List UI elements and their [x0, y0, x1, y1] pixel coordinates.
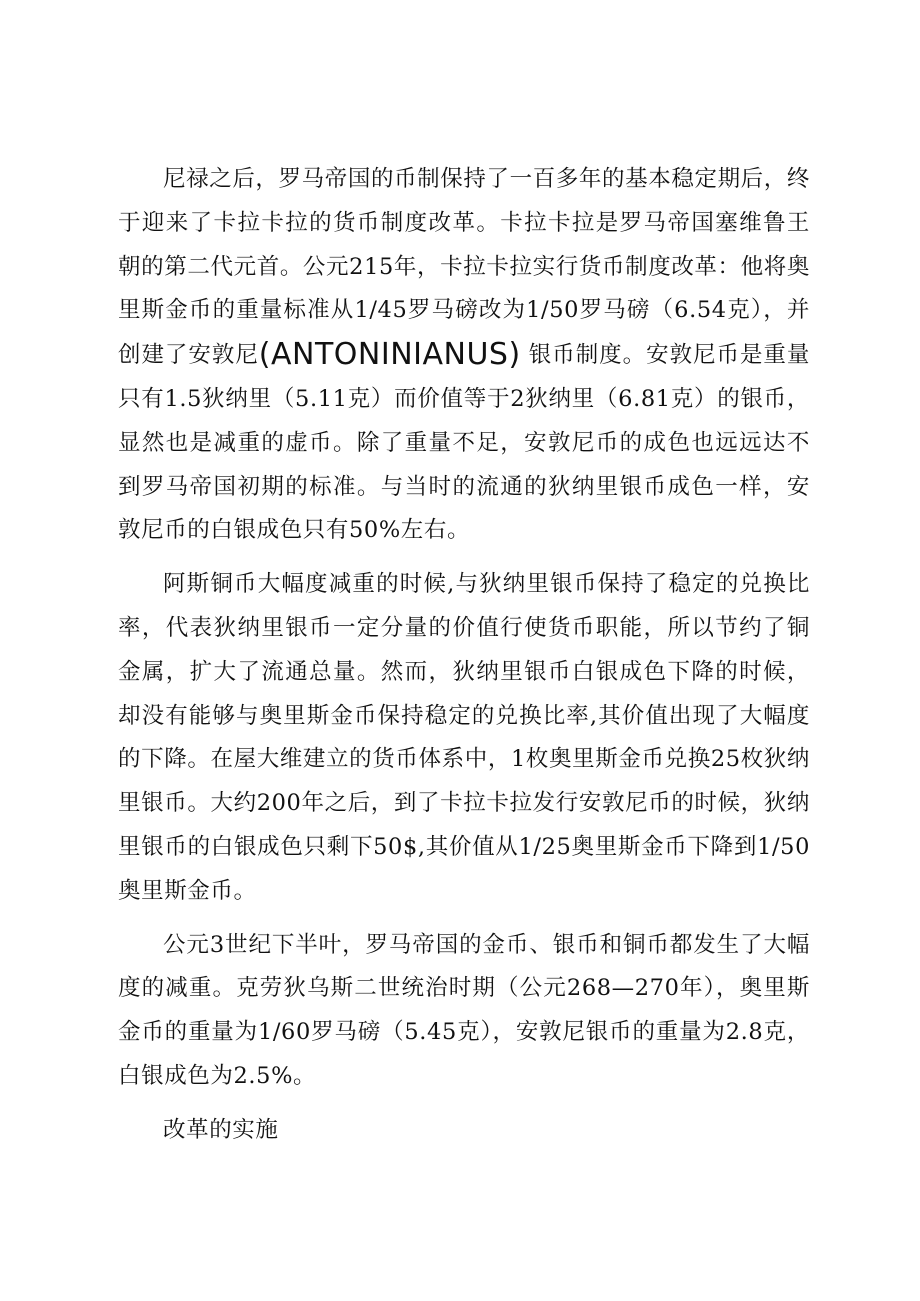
document-body	[118, 158, 810, 1153]
paragraph-1-text-after: 银币制度。安敦尼币是重量只有1.5狄纳里（5.11克）而价值等于2狄纳里（6.81克）的银币，显然也是减重的虚币。除了重量不足，安敦尼币的成色也远远达不到罗马帝国初期的标准。与当时的流通的狄纳里银币成色一样，安敦尼币的白银成色只有50%左右。	[118, 342, 810, 544]
paragraph-2: 阿斯铜币大幅度减重的时候,与狄纳里银币保持了稳定的兑换比率，代表狄纳里银币一定分量的价值行使货币职能，所以节约了铜金属，扩大了流通总量。然而，狄纳里银币白银成色下降的时候，却没有能够与奥里斯金币保持稳定的兑换比率,其价值出现了大幅度的下降。在屋大维建立的货币体系中，1枚奥里斯金币兑换25枚狄纳里银币。大约200年之后，到了卡拉卡拉发行安敦尼币的时候，狄纳里银币的白银成色只剩下50$,其价值从1/25奥里斯金币下降到1/50奥里斯金币。	[118, 571, 810, 904]
section-heading: 改革的实施	[163, 1116, 279, 1143]
paragraph-1-text: 尼禄之后，罗马帝国的币制保持了一百多年的基本稳定期后，终于迎来了卡拉卡拉的货币制度改革。卡拉卡拉是罗马帝国塞维鲁王朝的第二代元首。公元215年，卡拉卡拉实行货币制度改革：他将奥里斯金币的重量标准从1/45罗马磅改为1/50罗马磅（6.54克），并创建了安敦尼	[118, 166, 810, 369]
paragraph-1	[118, 158, 810, 553]
paragraph-3: 公元3世纪下半叶，罗马帝国的金币、银币和铜币都发生了大幅度的减重。克劳狄乌斯二世统治时期（公元268—270年），奥里斯金币的重量为1/60罗马磅（5.45克），安敦尼银币的重量为2.8克，白银成色为2.5%。	[118, 931, 810, 1089]
latin-term: (ANTONINIANUS)	[258, 337, 521, 373]
